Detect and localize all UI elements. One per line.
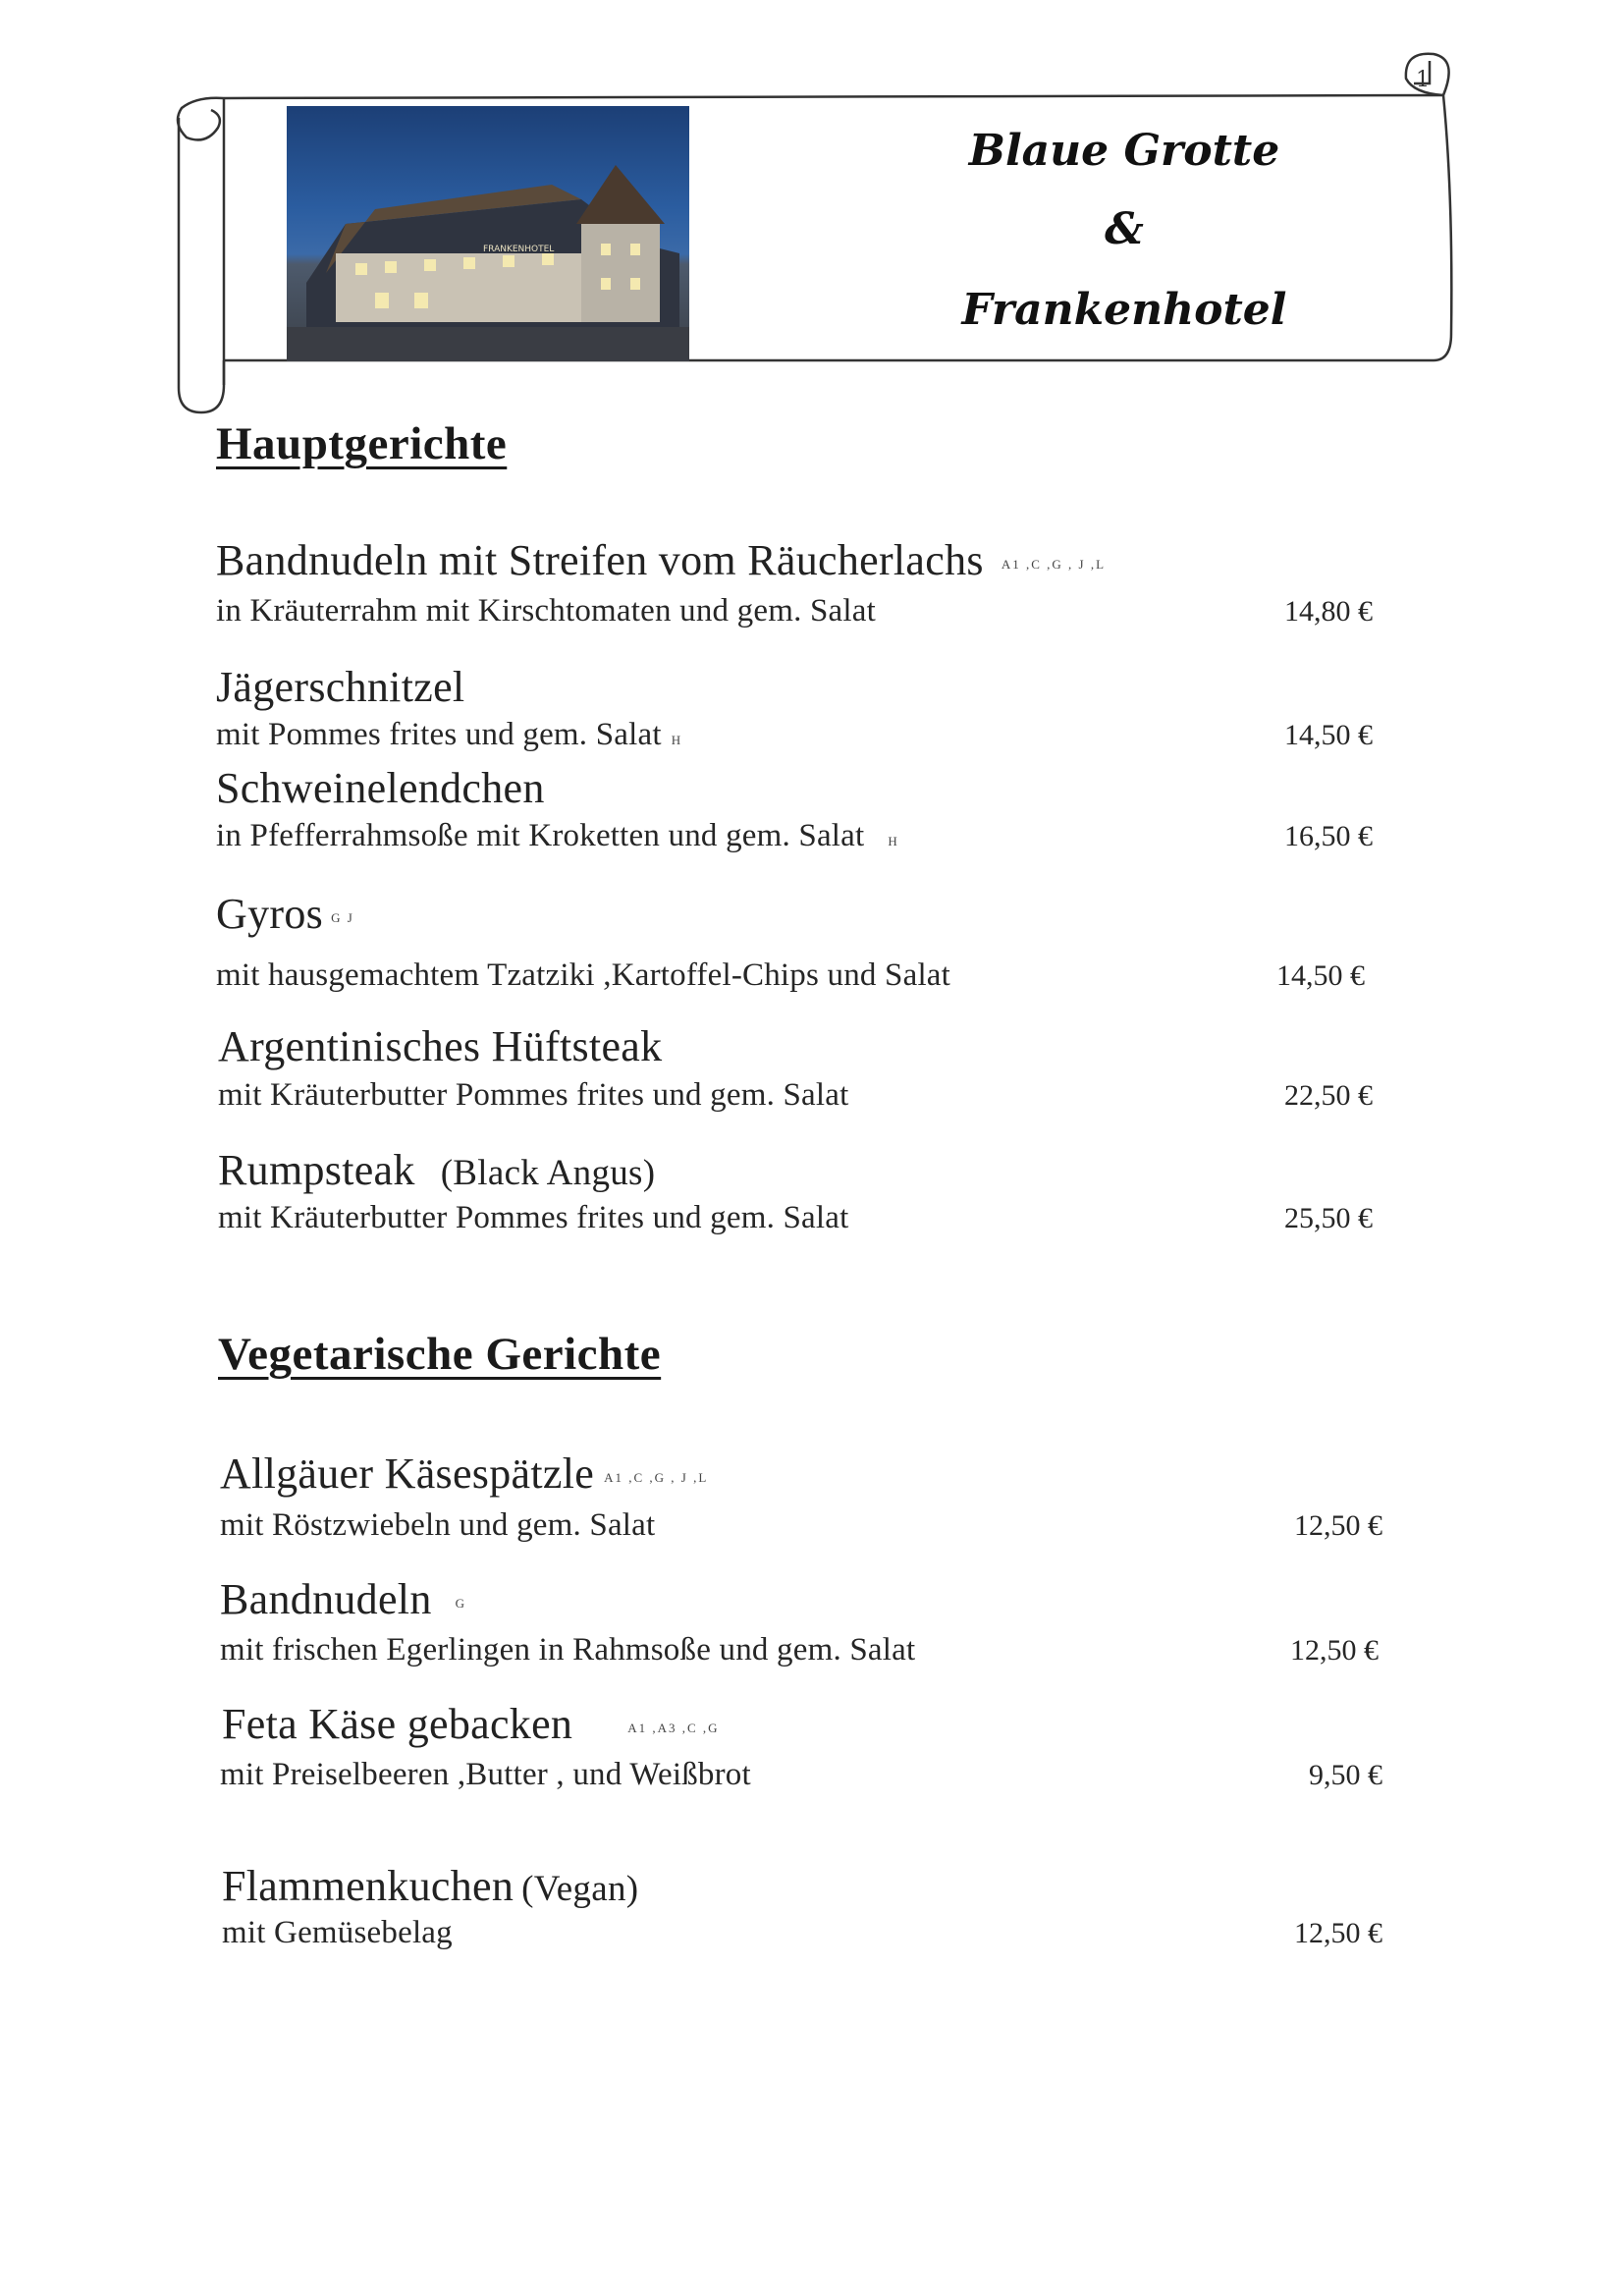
photo-sign-text: FRANKENHOTEL (483, 245, 555, 254)
dish-description: mit Kräuterbutter Pommes frites und gem. Salat (218, 1077, 849, 1113)
dish-note: (Vegan) (521, 1869, 639, 1909)
dish-name: Feta Käse gebacken A1 ,A3 ,C ,G (222, 1700, 720, 1748)
dish-description: mit Kräuterbutter Pommes frites und gem. Salat (218, 1200, 849, 1235)
dish-price: 22,50 € (1284, 1079, 1373, 1112)
allergen-codes: A1 ,A3 ,C ,G (627, 1720, 720, 1735)
dish-price: 12,50 € (1290, 1634, 1379, 1667)
page-number-mark: 1 (1416, 68, 1430, 92)
dish-price: 14,80 € (1284, 595, 1373, 628)
allergen-codes: H (888, 834, 897, 848)
allergen-codes: H (671, 733, 681, 747)
dish-price: 25,50 € (1284, 1202, 1373, 1234)
dish-name: Jägerschnitzel (216, 663, 465, 711)
restaurant-title-line2: Frankenhotel (961, 285, 1287, 335)
allergen-codes: G J (331, 909, 354, 925)
dish-description: mit Pommes frites und gem. Salat H (216, 717, 681, 752)
dish-description: in Kräuterrahm mit Kirschtomaten und gem. Salat (216, 593, 876, 629)
dish-name: Rumpsteak (Black Angus) (218, 1146, 656, 1194)
dish-price: 12,50 € (1294, 1509, 1382, 1542)
restaurant-title-ampersand: & (1105, 204, 1144, 254)
dish-price: 9,50 € (1309, 1759, 1382, 1791)
dish-name: Bandnudeln G (220, 1575, 467, 1623)
allergen-codes: G (455, 1595, 467, 1611)
dish-description: mit Röstzwiebeln und gem. Salat (220, 1507, 656, 1543)
allergen-codes: A1 ,C ,G , J ,L (604, 1469, 709, 1485)
dish-price: 12,50 € (1294, 1917, 1382, 1949)
scroll-banner (0, 0, 1624, 432)
dish-description: mit Gemüsebelag (222, 1915, 453, 1950)
section-heading-hauptgerichte: Hauptgerichte (216, 418, 508, 469)
hotel-photo (287, 106, 689, 361)
dish-description: mit hausgemachtem Tzatziki ,Kartoffel-Chips und Salat (216, 957, 951, 993)
dish-name: Gyros G J (216, 890, 354, 938)
allergen-codes: A1 ,C ,G , J ,L (1001, 556, 1107, 572)
dish-description: mit Preiselbeeren ,Butter , und Weißbrot (220, 1757, 751, 1792)
dish-price: 14,50 € (1284, 719, 1373, 751)
dish-name: Argentinisches Hüftsteak (218, 1022, 663, 1070)
dish-price: 16,50 € (1284, 820, 1373, 852)
dish-name: Flammenkuchen (Vegan) (222, 1862, 639, 1910)
dish-name: Bandnudeln mit Streifen vom Räucherlachs A1 ,C ,G , J ,L (216, 536, 1107, 584)
dish-description: mit frischen Egerlingen in Rahmsoße und gem. Salat (220, 1632, 916, 1667)
restaurant-title-line1: Blaue Grotte (968, 126, 1280, 176)
dish-price: 14,50 € (1276, 959, 1365, 992)
dish-note: (Black Angus) (440, 1153, 656, 1193)
dish-name: Allgäuer Käsespätzle A1 ,C ,G , J ,L (220, 1449, 709, 1498)
section-heading-vegetarische-gerichte: Vegetarische Gerichte (218, 1329, 662, 1380)
dish-name: Schweinelendchen (216, 764, 545, 812)
dish-description: in Pfefferrahmsoße mit Kroketten und gem. Salat H (216, 818, 897, 853)
